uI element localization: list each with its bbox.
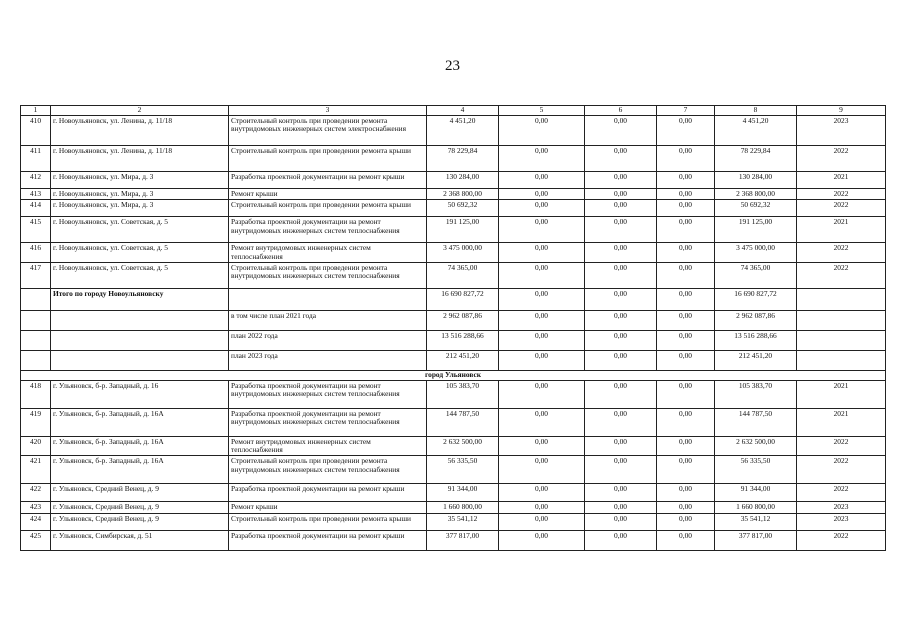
amount-cell: 0,00 (657, 146, 715, 172)
amount-cell: 0,00 (657, 243, 715, 263)
amount-cell: 0,00 (499, 513, 585, 530)
empty-cell (51, 330, 229, 350)
amount-cell: 0,00 (499, 456, 585, 484)
amount-cell: 3 475 000,00 (427, 243, 499, 263)
work-type-cell: Строительный контроль при проведении ремонта крыши (229, 146, 427, 172)
amount-cell: 0,00 (585, 243, 657, 263)
amount-cell: 0,00 (585, 172, 657, 189)
amount-cell: 2021 (797, 408, 886, 436)
column-header: 7 (657, 106, 715, 116)
amount-cell: 0,00 (585, 436, 657, 456)
amount-cell: 2 962 087,86 (427, 310, 499, 330)
amount-cell: 2021 (797, 217, 886, 243)
amount-cell: 0,00 (585, 116, 657, 146)
address-cell: г. Ульяновск, б-р. Западный, д. 16А (51, 456, 229, 484)
table-body (21, 116, 886, 551)
empty-cell (51, 350, 229, 370)
amount-cell: 0,00 (657, 116, 715, 146)
table-row (21, 200, 886, 217)
total-row (21, 310, 886, 330)
table-row (21, 513, 886, 530)
total-row (21, 330, 886, 350)
table-row (21, 484, 886, 502)
amount-cell: 74 365,00 (427, 262, 499, 288)
amount-cell: 91 344,00 (715, 484, 797, 502)
amount-cell: 2 632 500,00 (715, 436, 797, 456)
amount-cell: 91 344,00 (427, 484, 499, 502)
amount-cell: 56 335,50 (427, 456, 499, 484)
column-header: 6 (585, 106, 657, 116)
address-cell: г. Новоульяновск, ул. Мира, д. 3 (51, 189, 229, 200)
column-header: 3 (229, 106, 427, 116)
amount-cell: 1 660 800,00 (715, 502, 797, 513)
work-type-cell: Строительный контроль при проведении ремонта внутридомовых инженерных систем теплоснабжения (229, 262, 427, 288)
amount-cell: 0,00 (499, 116, 585, 146)
row-number: 425 (21, 530, 51, 550)
amount-cell: 78 229,84 (427, 146, 499, 172)
work-type-cell: Строительный контроль при проведении ремонта внутридомовых инженерных систем теплоснабжения (229, 456, 427, 484)
address-cell: г. Ульяновск, б-р. Западный, д. 16 (51, 380, 229, 408)
amount-cell: 0,00 (585, 380, 657, 408)
amount-cell: 0,00 (585, 502, 657, 513)
address-cell: г. Новоульяновск, ул. Советская, д. 5 (51, 262, 229, 288)
work-type-cell: Строительный контроль при проведении ремонта крыши (229, 513, 427, 530)
row-number: 410 (21, 116, 51, 146)
amount-cell: 130 284,00 (715, 172, 797, 189)
row-number: 422 (21, 484, 51, 502)
work-type-cell: Разработка проектной документации на ремонт крыши (229, 530, 427, 550)
amount-cell: 144 787,50 (715, 408, 797, 436)
amount-cell: 0,00 (657, 262, 715, 288)
amount-cell: 2 368 800,00 (427, 189, 499, 200)
amount-cell: 2 632 500,00 (427, 436, 499, 456)
table-row (21, 172, 886, 189)
amount-cell: 212 451,20 (715, 350, 797, 370)
amount-cell: 0,00 (499, 217, 585, 243)
amount-cell: 2022 (797, 243, 886, 263)
column-header: 9 (797, 106, 886, 116)
amount-cell: 3 475 000,00 (715, 243, 797, 263)
table-row (21, 530, 886, 550)
total-row (21, 350, 886, 370)
address-cell: г. Новоульяновск, ул. Ленина, д. 11/18 (51, 146, 229, 172)
work-type-cell: Разработка проектной документации на ремонт внутридомовых инженерных систем теплоснабжения (229, 408, 427, 436)
amount-cell: 2022 (797, 436, 886, 456)
table-row (21, 146, 886, 172)
amount-cell: 2022 (797, 146, 886, 172)
amount-cell: 377 817,00 (427, 530, 499, 550)
amount-cell: 35 541,12 (715, 513, 797, 530)
work-type-cell: Разработка проектной документации на ремонт крыши (229, 172, 427, 189)
work-type-cell: Ремонт внутридомовых инженерных систем теплоснабжения (229, 243, 427, 263)
empty-cell (797, 350, 886, 370)
amount-cell: 2022 (797, 189, 886, 200)
amount-cell: 0,00 (585, 146, 657, 172)
empty-cell (21, 350, 51, 370)
amount-cell: 191 125,00 (715, 217, 797, 243)
amount-cell: 0,00 (499, 189, 585, 200)
amount-cell: 105 383,70 (715, 380, 797, 408)
empty-cell (797, 288, 886, 310)
amount-cell: 78 229,84 (715, 146, 797, 172)
row-number: 419 (21, 408, 51, 436)
row-number: 423 (21, 502, 51, 513)
address-cell: г. Новоульяновск, ул. Мира, д. 3 (51, 200, 229, 217)
column-header: 5 (499, 106, 585, 116)
empty-cell (797, 330, 886, 350)
amount-cell: 0,00 (585, 484, 657, 502)
amount-cell: 0,00 (657, 513, 715, 530)
amount-cell: 0,00 (657, 217, 715, 243)
amount-cell: 0,00 (585, 288, 657, 310)
table-row (21, 380, 886, 408)
address-cell: г. Новоульяновск, ул. Советская, д. 5 (51, 217, 229, 243)
amount-cell: 2 368 800,00 (715, 189, 797, 200)
registry-table (20, 105, 886, 551)
table-row (21, 456, 886, 484)
amount-cell: 0,00 (585, 200, 657, 217)
amount-cell: 0,00 (499, 436, 585, 456)
amount-cell: 74 365,00 (715, 262, 797, 288)
amount-cell: 0,00 (585, 408, 657, 436)
amount-cell: 0,00 (499, 408, 585, 436)
row-number: 421 (21, 456, 51, 484)
city-name: город Ульяновск (21, 370, 886, 380)
amount-cell: 144 787,50 (427, 408, 499, 436)
amount-cell: 0,00 (657, 484, 715, 502)
total-plan-label (229, 288, 427, 310)
row-number: 412 (21, 172, 51, 189)
empty-cell (797, 310, 886, 330)
amount-cell: 0,00 (585, 350, 657, 370)
work-type-cell: Разработка проектной документации на ремонт внутридомовых инженерных систем теплоснабжения (229, 217, 427, 243)
column-header: 8 (715, 106, 797, 116)
work-type-cell: Строительный контроль при проведении ремонта крыши (229, 200, 427, 217)
table-row (21, 243, 886, 263)
amount-cell: 0,00 (657, 502, 715, 513)
amount-cell: 2023 (797, 513, 886, 530)
address-cell: г. Ульяновск, Средний Венец, д. 9 (51, 502, 229, 513)
empty-cell (51, 310, 229, 330)
city-section-header (21, 370, 886, 380)
empty-cell (21, 330, 51, 350)
amount-cell: 0,00 (657, 530, 715, 550)
row-number: 418 (21, 380, 51, 408)
amount-cell: 2023 (797, 502, 886, 513)
total-plan-label: план 2023 года (229, 350, 427, 370)
amount-cell: 191 125,00 (427, 217, 499, 243)
table-row (21, 217, 886, 243)
amount-cell: 2022 (797, 530, 886, 550)
amount-cell: 2 962 087,86 (715, 310, 797, 330)
amount-cell: 0,00 (499, 200, 585, 217)
table-row (21, 262, 886, 288)
row-number: 416 (21, 243, 51, 263)
amount-cell: 0,00 (585, 513, 657, 530)
amount-cell: 212 451,20 (427, 350, 499, 370)
amount-cell: 56 335,50 (715, 456, 797, 484)
total-label: Итого по городу Новоульяновску (51, 288, 229, 310)
amount-cell: 0,00 (499, 172, 585, 189)
amount-cell: 50 692,32 (715, 200, 797, 217)
amount-cell: 0,00 (499, 350, 585, 370)
address-cell: г. Ульяновск, Симбирская, д. 51 (51, 530, 229, 550)
amount-cell: 0,00 (499, 380, 585, 408)
address-cell: г. Ульяновск, б-р. Западный, д. 16А (51, 436, 229, 456)
amount-cell: 0,00 (657, 456, 715, 484)
amount-cell: 0,00 (657, 408, 715, 436)
empty-cell (21, 310, 51, 330)
amount-cell: 0,00 (657, 330, 715, 350)
amount-cell: 0,00 (585, 262, 657, 288)
amount-cell: 1 660 800,00 (427, 502, 499, 513)
work-type-cell: Ремонт крыши (229, 502, 427, 513)
amount-cell: 2023 (797, 116, 886, 146)
amount-cell: 0,00 (499, 288, 585, 310)
table-row (21, 116, 886, 146)
amount-cell: 0,00 (657, 380, 715, 408)
amount-cell: 105 383,70 (427, 380, 499, 408)
column-header: 1 (21, 106, 51, 116)
amount-cell: 0,00 (499, 146, 585, 172)
address-cell: г. Ульяновск, Средний Венец, д. 9 (51, 513, 229, 530)
work-type-cell: Разработка проектной документации на ремонт внутридомовых инженерных систем теплоснабжения (229, 380, 427, 408)
total-plan-label: план 2022 года (229, 330, 427, 350)
address-cell: г. Новоульяновск, ул. Советская, д. 5 (51, 243, 229, 263)
amount-cell: 2022 (797, 262, 886, 288)
amount-cell: 0,00 (585, 330, 657, 350)
amount-cell: 0,00 (585, 530, 657, 550)
amount-cell: 0,00 (499, 330, 585, 350)
amount-cell: 0,00 (657, 288, 715, 310)
row-number: 420 (21, 436, 51, 456)
amount-cell: 16 690 827,72 (715, 288, 797, 310)
work-type-cell: Ремонт внутридомовых инженерных систем теплоснабжения (229, 436, 427, 456)
address-cell: г. Новоульяновск, ул. Мира, д. 3 (51, 172, 229, 189)
address-cell: г. Ульяновск, б-р. Западный, д. 16А (51, 408, 229, 436)
table-row (21, 408, 886, 436)
amount-cell: 0,00 (657, 200, 715, 217)
column-header: 2 (51, 106, 229, 116)
amount-cell: 35 541,12 (427, 513, 499, 530)
row-number: 411 (21, 146, 51, 172)
row-number: 413 (21, 189, 51, 200)
amount-cell: 0,00 (585, 310, 657, 330)
amount-cell: 0,00 (499, 243, 585, 263)
row-number: 417 (21, 262, 51, 288)
row-number: 424 (21, 513, 51, 530)
amount-cell: 50 692,32 (427, 200, 499, 217)
amount-cell: 13 516 288,66 (715, 330, 797, 350)
amount-cell: 0,00 (499, 530, 585, 550)
address-cell: г. Ульяновск, Средний Венец, д. 9 (51, 484, 229, 502)
work-type-cell: Строительный контроль при проведении ремонта внутридомовых инженерных систем электроснабжения (229, 116, 427, 146)
amount-cell: 0,00 (499, 502, 585, 513)
amount-cell: 2022 (797, 484, 886, 502)
page-number: 23 (445, 58, 460, 74)
amount-cell: 0,00 (585, 217, 657, 243)
amount-cell: 0,00 (657, 436, 715, 456)
amount-cell: 0,00 (499, 262, 585, 288)
address-cell: г. Новоульяновск, ул. Ленина, д. 11/18 (51, 116, 229, 146)
amount-cell: 2021 (797, 380, 886, 408)
amount-cell: 0,00 (657, 350, 715, 370)
table-row (21, 436, 886, 456)
empty-cell (21, 288, 51, 310)
total-plan-label: в том числе план 2021 года (229, 310, 427, 330)
amount-cell: 377 817,00 (715, 530, 797, 550)
amount-cell: 16 690 827,72 (427, 288, 499, 310)
amount-cell: 0,00 (657, 172, 715, 189)
row-number: 414 (21, 200, 51, 217)
total-row (21, 288, 886, 310)
amount-cell: 4 451,20 (427, 116, 499, 146)
amount-cell: 4 451,20 (715, 116, 797, 146)
table-row (21, 189, 886, 200)
amount-cell: 130 284,00 (427, 172, 499, 189)
table-row (21, 502, 886, 513)
amount-cell: 0,00 (499, 484, 585, 502)
amount-cell: 0,00 (657, 189, 715, 200)
amount-cell: 0,00 (585, 456, 657, 484)
amount-cell: 2022 (797, 200, 886, 217)
work-type-cell: Разработка проектной документации на ремонт крыши (229, 484, 427, 502)
amount-cell: 2021 (797, 172, 886, 189)
column-number-header (21, 106, 886, 116)
amount-cell: 2022 (797, 456, 886, 484)
amount-cell: 0,00 (499, 310, 585, 330)
amount-cell: 13 516 288,66 (427, 330, 499, 350)
amount-cell: 0,00 (585, 189, 657, 200)
amount-cell: 0,00 (657, 310, 715, 330)
row-number: 415 (21, 217, 51, 243)
work-type-cell: Ремонт крыши (229, 189, 427, 200)
column-header: 4 (427, 106, 499, 116)
